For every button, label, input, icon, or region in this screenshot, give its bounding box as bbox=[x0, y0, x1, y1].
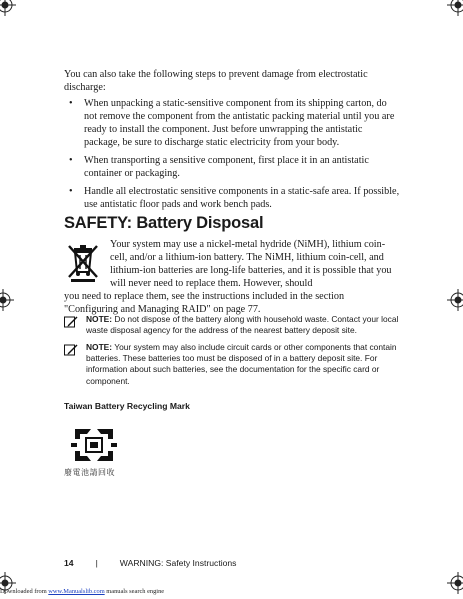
footer-section: WARNING: Safety Instructions bbox=[119, 558, 237, 568]
registration-crosshair-icon bbox=[0, 0, 16, 16]
note-label: NOTE: bbox=[86, 314, 113, 324]
footer-separator: | bbox=[95, 558, 98, 568]
registration-crosshair-icon bbox=[447, 289, 463, 311]
taiwan-recycle-mark-icon bbox=[71, 425, 117, 465]
list-item-text: When unpacking a static-sensitive component from its shipping carton, do not remove the component from the antistatic packing material until you are ready to install the component. Just before unwrapping the antistatic package, be sure to discharge static electricity from your body. bbox=[84, 98, 395, 148]
manualslib-link[interactable]: www.Manualslib.com bbox=[48, 588, 105, 595]
bullet-glyph: • bbox=[69, 186, 73, 197]
intro-paragraph: You can also take the following steps to prevent damage from electrostatic discharge: bbox=[64, 69, 368, 93]
registration-crosshair-icon bbox=[447, 0, 463, 16]
pencil-note-icon bbox=[64, 315, 78, 327]
note-text: Do not dispose of the battery along with household waste. Contact your local waste disposal agency for the address of the nearest battery deposit site. bbox=[86, 314, 399, 336]
note-block bbox=[64, 314, 400, 336]
bullet-glyph: • bbox=[69, 98, 73, 109]
list-item bbox=[64, 185, 400, 211]
taiwan-recycling-heading: Taiwan Battery Recycling Mark bbox=[64, 401, 190, 411]
list-item bbox=[64, 97, 400, 149]
page-number: 14 bbox=[64, 558, 74, 568]
list-item bbox=[64, 154, 400, 180]
crossed-out-wheelie-bin-icon bbox=[66, 242, 100, 282]
battery-paragraph: Your system may use a nickel-metal hydride (NiMH), lithium coin-cell, and/or a lithium-ion battery. The NiMH, lithium coin-cell, and lithium-ion batteries are long-life batteries, and it is possible that you will never need to replace them. However, should bbox=[110, 239, 392, 289]
download-suffix: manuals search engine bbox=[104, 588, 165, 595]
esd-steps-list bbox=[64, 97, 400, 216]
recycle-caption: 廢電池請回收 bbox=[64, 468, 115, 477]
note-label: NOTE: bbox=[86, 342, 113, 352]
bullet-glyph: • bbox=[69, 155, 73, 166]
page-footer bbox=[64, 558, 236, 568]
note-text: Your system may also include circuit cards or other components that contain batteries. These batteries too must be disposed of in a battery deposit site. For information about such batteries, see the documentation for the specific card or component. bbox=[86, 342, 397, 386]
list-item-text: When transporting a sensitive component, first place it in an antistatic container or packaging. bbox=[84, 155, 369, 179]
battery-paragraph-continued: you need to replace them, see the instructions included in the section "Configuring and Managing RAID" on page 77. bbox=[64, 291, 345, 315]
download-prefix: Downloaded from bbox=[0, 588, 49, 595]
registration-crosshair-icon bbox=[447, 572, 463, 594]
list-item-text: Handle all electrostatic sensitive components in a static-safe area. If possible, use antistatic floor pads and work bench pads. bbox=[84, 186, 400, 210]
download-note bbox=[0, 588, 164, 595]
pencil-note-icon bbox=[64, 343, 78, 355]
note-block bbox=[64, 342, 400, 387]
registration-crosshair-icon bbox=[0, 289, 14, 311]
section-heading: SAFETY: Battery Disposal bbox=[64, 214, 264, 232]
